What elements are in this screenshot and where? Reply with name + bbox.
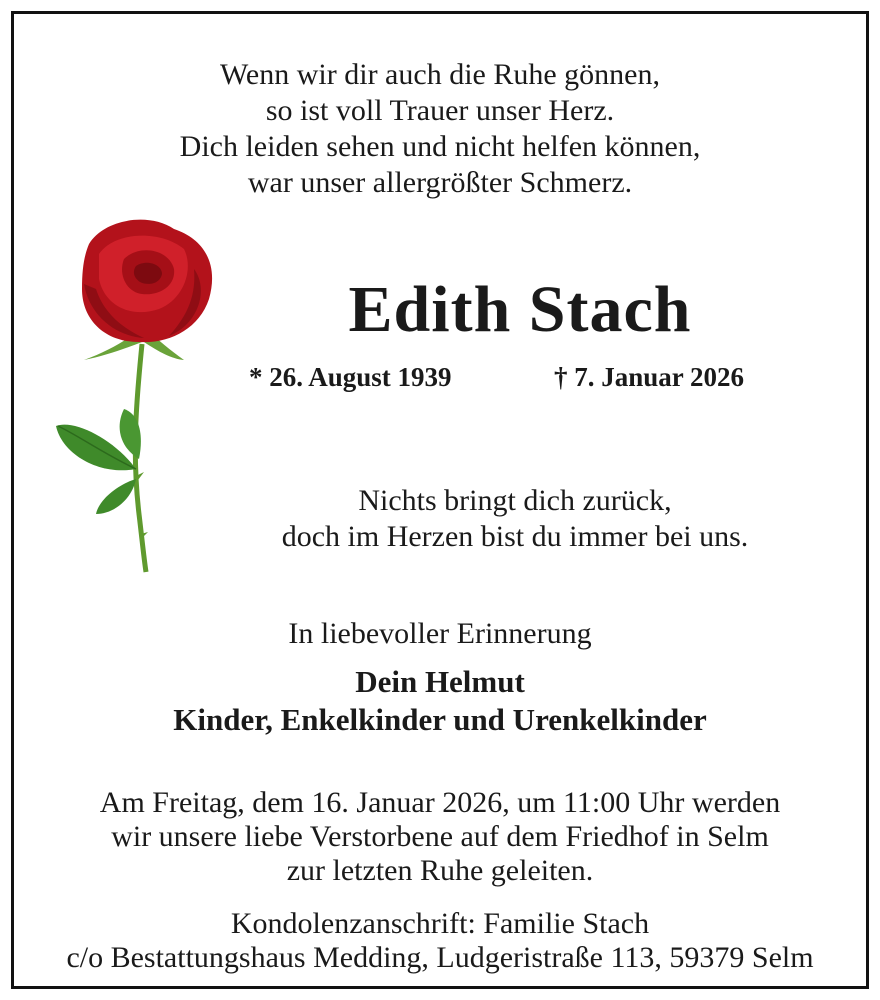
deceased-name: Edith Stach: [348, 273, 692, 346]
birth-date: * 26. August 1939: [249, 362, 452, 392]
mourner-line: Kinder, Enkelkinder und Urenkelkinder: [173, 702, 707, 737]
condolence-line: Kondolenzanschrift: Familie Stach: [230, 907, 650, 940]
verse-line: doch im Herzen bist du immer bei uns.: [281, 520, 749, 553]
remembrance-line: In liebevoller Erinnerung: [288, 617, 592, 650]
death-date: † 7. Januar 2026: [554, 362, 745, 392]
funeral-info-line: zur letzten Ruhe geleiten.: [286, 854, 594, 887]
funeral-info-line: Am Freitag, dem 16. Januar 2026, um 11:00 Uhr werden: [99, 786, 781, 819]
verse-line: Wenn wir dir auch die Ruhe gönnen,: [220, 58, 660, 91]
verse-line: Dich leiden sehen und nicht helfen können,: [179, 130, 701, 163]
funeral-info-line: wir unsere liebe Verstorbene auf dem Friedhof in Selm: [111, 820, 769, 853]
condolence-line: c/o Bestattungshaus Medding, Ludgeristraße 113, 59379 Selm: [66, 941, 814, 974]
verse-line: so ist voll Trauer unser Herz.: [265, 94, 615, 127]
mourner-line: Dein Helmut: [355, 664, 525, 699]
obituary-notice: [11, 11, 869, 989]
verse-line: war unser allergrößter Schmerz.: [247, 166, 633, 199]
verse-line: Nichts bringt dich zurück,: [358, 484, 672, 517]
